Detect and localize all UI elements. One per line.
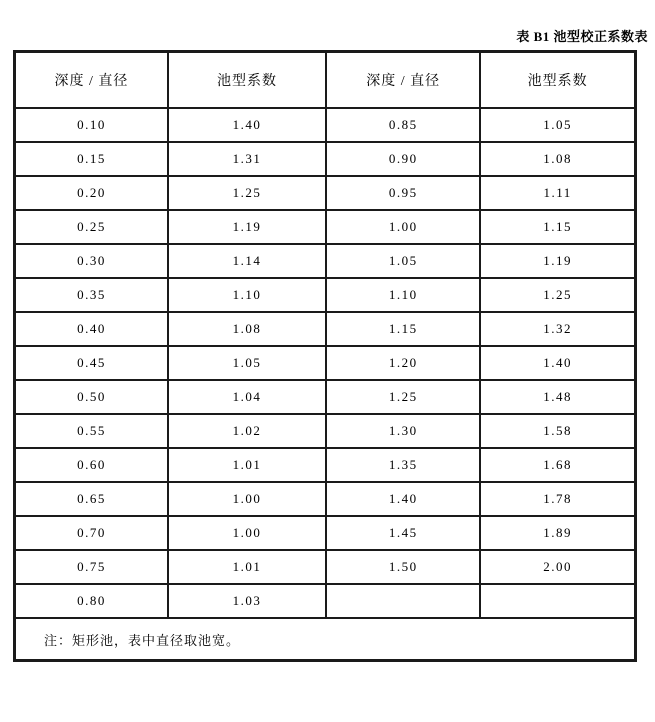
table-cell: 1.08 xyxy=(480,142,635,176)
table-cell: 0.20 xyxy=(15,176,168,210)
table-row xyxy=(15,142,636,176)
table-row xyxy=(15,108,636,142)
table-cell: 0.90 xyxy=(326,142,480,176)
column-header-depth-diameter-right: 深度 / 直径 xyxy=(326,52,480,109)
table-cell: 1.19 xyxy=(168,210,326,244)
table-cell: 0.15 xyxy=(15,142,168,176)
table-cell: 1.31 xyxy=(168,142,326,176)
table-cell: 1.04 xyxy=(168,380,326,414)
table-cell: 1.25 xyxy=(168,176,326,210)
table-cell: 1.78 xyxy=(480,482,635,516)
table-cell: 1.89 xyxy=(480,516,635,550)
table-cell: 1.32 xyxy=(480,312,635,346)
table-cell: 0.95 xyxy=(326,176,480,210)
table-row xyxy=(15,380,636,414)
table-cell: 1.15 xyxy=(326,312,480,346)
pool-correction-table xyxy=(13,50,637,662)
table-row xyxy=(15,312,636,346)
column-header-coefficient-right: 池型系数 xyxy=(480,52,635,109)
table-cell: 0.70 xyxy=(15,516,168,550)
table-cell: 1.10 xyxy=(326,278,480,312)
table-cell: 1.50 xyxy=(326,550,480,584)
table-cell: 1.45 xyxy=(326,516,480,550)
table-row xyxy=(15,584,636,618)
table-cell: 1.15 xyxy=(480,210,635,244)
table-cell: 1.40 xyxy=(326,482,480,516)
table-cell: 1.40 xyxy=(480,346,635,380)
table-row xyxy=(15,550,636,584)
document-page xyxy=(0,28,655,722)
table-note: 注：矩形池，表中直径取池宽。 xyxy=(15,618,636,661)
table-cell: 1.02 xyxy=(168,414,326,448)
table-cell: 1.14 xyxy=(168,244,326,278)
column-header-depth-diameter-left: 深度 / 直径 xyxy=(15,52,168,109)
note-row xyxy=(15,618,636,661)
table-cell: 1.11 xyxy=(480,176,635,210)
table-cell: 0.55 xyxy=(15,414,168,448)
table-row xyxy=(15,176,636,210)
table-cell: 0.10 xyxy=(15,108,168,142)
table-cell: 1.05 xyxy=(168,346,326,380)
table-cell: 0.45 xyxy=(15,346,168,380)
table-row xyxy=(15,414,636,448)
table-cell: 1.25 xyxy=(480,278,635,312)
table-cell: 1.25 xyxy=(326,380,480,414)
table-cell: 1.19 xyxy=(480,244,635,278)
table-cell: 0.80 xyxy=(15,584,168,618)
table-title: 表 B1 池型校正系数表 xyxy=(516,29,648,44)
table-cell: 1.00 xyxy=(168,516,326,550)
table-cell: 0.50 xyxy=(15,380,168,414)
table-row xyxy=(15,278,636,312)
table-cell: 0.25 xyxy=(15,210,168,244)
table-row xyxy=(15,346,636,380)
table-row xyxy=(15,516,636,550)
table-cell: 1.05 xyxy=(326,244,480,278)
table-cell: 1.03 xyxy=(168,584,326,618)
table-cell: 1.30 xyxy=(326,414,480,448)
table-cell: 0.35 xyxy=(15,278,168,312)
table-cell: 0.40 xyxy=(15,312,168,346)
table-cell: 1.08 xyxy=(168,312,326,346)
table-cell: 1.68 xyxy=(480,448,635,482)
table-row xyxy=(15,448,636,482)
table-cell: 0.65 xyxy=(15,482,168,516)
table-cell: 1.10 xyxy=(168,278,326,312)
table-body xyxy=(15,108,636,618)
table-cell: 1.01 xyxy=(168,448,326,482)
table-cell: 1.01 xyxy=(168,550,326,584)
table-cell: 0.75 xyxy=(15,550,168,584)
table-cell: 0.60 xyxy=(15,448,168,482)
table-cell: 1.58 xyxy=(480,414,635,448)
table-cell: 1.00 xyxy=(168,482,326,516)
table-cell: 1.05 xyxy=(480,108,635,142)
table-row xyxy=(15,244,636,278)
table-cell: 1.35 xyxy=(326,448,480,482)
table-cell: 0.85 xyxy=(326,108,480,142)
table-row xyxy=(15,482,636,516)
header-row xyxy=(15,52,636,109)
table-cell: 1.20 xyxy=(326,346,480,380)
table-cell xyxy=(480,584,635,618)
table-cell: 0.30 xyxy=(15,244,168,278)
table-cell: 1.48 xyxy=(480,380,635,414)
table-cell: 1.40 xyxy=(168,108,326,142)
table-cell xyxy=(326,584,480,618)
table-row xyxy=(15,210,636,244)
table-cell: 2.00 xyxy=(480,550,635,584)
table-cell: 1.00 xyxy=(326,210,480,244)
column-header-coefficient-left: 池型系数 xyxy=(168,52,326,109)
